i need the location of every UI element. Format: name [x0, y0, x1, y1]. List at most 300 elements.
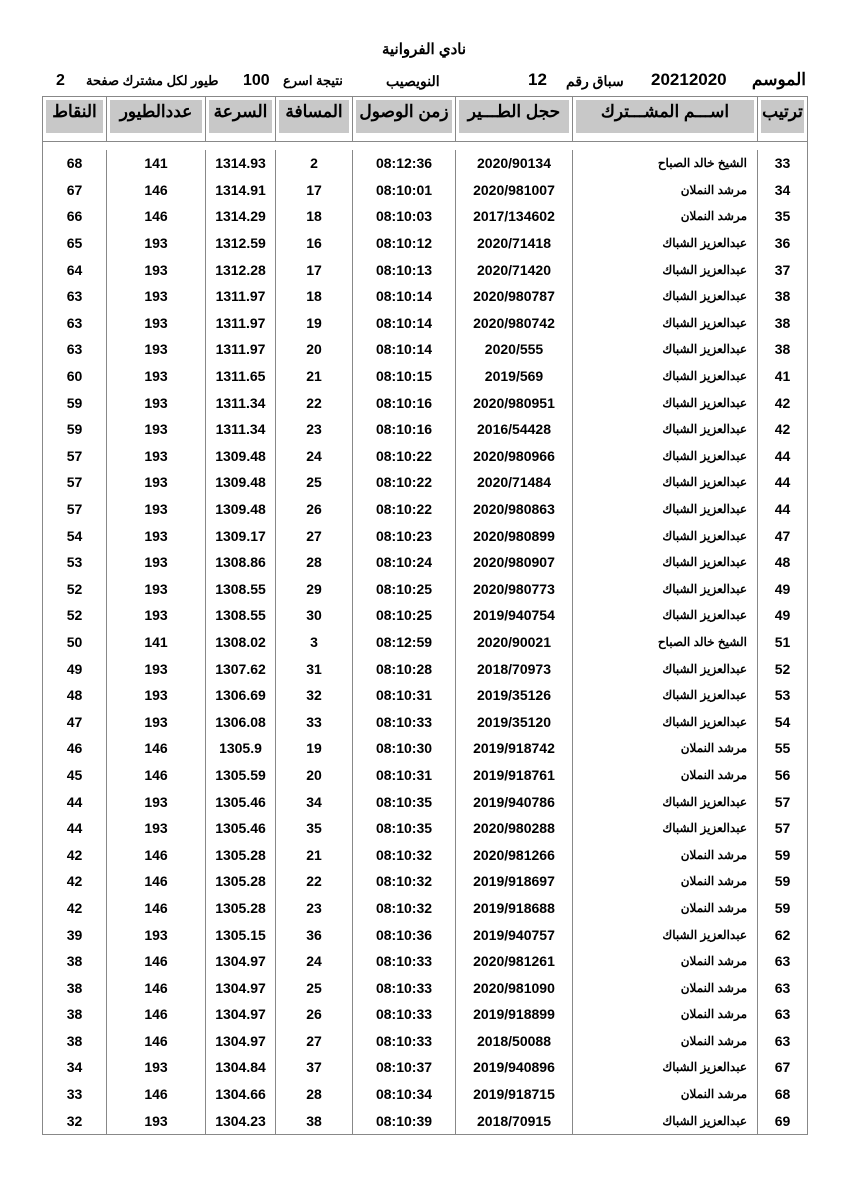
cell-participant-name: عبدالعزيز الشباك — [573, 443, 758, 470]
cell-points: 48 — [43, 682, 107, 709]
cell-participant-name: عبدالعزيز الشباك — [573, 708, 758, 735]
cell-participant-name: الشيخ خالد الصباح — [573, 150, 758, 177]
cell-rank: 63 — [774, 953, 791, 970]
cell-speed: 1305.59 — [206, 762, 276, 789]
cell-rank: 36 — [774, 235, 791, 252]
cell-rank: 49 — [774, 580, 791, 597]
cell-ring-number: 2020/71418 — [456, 230, 573, 257]
cell-speed: 1308.55 — [206, 602, 276, 629]
cell-speed: 1309.48 — [206, 469, 276, 496]
table-row — [43, 921, 807, 948]
cell-ring-number: 2020/980773 — [456, 576, 573, 603]
cell-distance: 20 — [276, 762, 353, 789]
cell-arrival-time: 08:10:28 — [353, 655, 456, 682]
table-row — [43, 1001, 807, 1028]
cell-distance: 23 — [276, 895, 353, 922]
cell-arrival-time: 08:12:36 — [353, 150, 456, 177]
cell-points: 38 — [43, 948, 107, 975]
race-label: سباق رقم — [566, 73, 624, 89]
table-row — [43, 230, 807, 257]
cell-rank: 63 — [774, 979, 791, 996]
cell-participant-name: عبدالعزيز الشباك — [573, 363, 758, 390]
cell-points: 42 — [43, 868, 107, 895]
table-row — [43, 1028, 807, 1055]
cell-arrival-time: 08:10:22 — [353, 469, 456, 496]
cell-arrival-time: 08:10:22 — [353, 496, 456, 523]
cell-speed: 1306.08 — [206, 708, 276, 735]
cell-speed: 1309.48 — [206, 443, 276, 470]
cell-ring-number: 2020/71420 — [456, 256, 573, 283]
cell-arrival-time: 08:10:33 — [353, 948, 456, 975]
cell-participant-name: عبدالعزيز الشباك — [573, 522, 758, 549]
cell-points: 42 — [43, 895, 107, 922]
cell-bird-count: 193 — [107, 310, 206, 337]
cell-points: 45 — [43, 762, 107, 789]
cell-speed: 1312.28 — [206, 256, 276, 283]
cell-participant-name: عبدالعزيز الشباك — [573, 416, 758, 443]
table-row — [43, 948, 807, 975]
cell-bird-count: 193 — [107, 363, 206, 390]
cell-arrival-time: 08:10:35 — [353, 815, 456, 842]
table-row — [43, 336, 807, 363]
cell-arrival-time: 08:10:03 — [353, 203, 456, 230]
cell-distance: 18 — [276, 203, 353, 230]
cell-ring-number: 2020/90021 — [456, 629, 573, 656]
table-row — [43, 682, 807, 709]
cell-ring-number: 2020/980863 — [456, 496, 573, 523]
cell-arrival-time: 08:10:31 — [353, 762, 456, 789]
cell-distance: 19 — [276, 735, 353, 762]
cell-rank: 63 — [774, 1032, 791, 1049]
cell-distance: 32 — [276, 682, 353, 709]
cell-points: 63 — [43, 336, 107, 363]
cell-ring-number: 2020/90134 — [456, 150, 573, 177]
cell-participant-name: مرشد النملان — [573, 762, 758, 789]
cell-points: 57 — [43, 469, 107, 496]
cell-arrival-time: 08:10:32 — [353, 895, 456, 922]
cell-participant-name: عبدالعزيز الشباك — [573, 788, 758, 815]
cell-participant-name: مرشد النملان — [573, 1028, 758, 1055]
cell-points: 52 — [43, 602, 107, 629]
cell-arrival-time: 08:10:16 — [353, 389, 456, 416]
cell-points: 44 — [43, 788, 107, 815]
cell-points: 46 — [43, 735, 107, 762]
cell-points: 63 — [43, 310, 107, 337]
cell-speed: 1305.28 — [206, 895, 276, 922]
cell-bird-count: 193 — [107, 815, 206, 842]
cell-speed: 1304.66 — [206, 1081, 276, 1108]
cell-speed: 1309.48 — [206, 496, 276, 523]
cell-points: 60 — [43, 363, 107, 390]
table-row — [43, 469, 807, 496]
cell-speed: 1306.69 — [206, 682, 276, 709]
cell-distance: 28 — [276, 1081, 353, 1108]
table-row — [43, 389, 807, 416]
cell-distance: 25 — [276, 974, 353, 1001]
cell-speed: 1309.17 — [206, 522, 276, 549]
cell-rank: 49 — [774, 607, 791, 624]
cell-points: 38 — [43, 974, 107, 1001]
cell-ring-number: 2019/918899 — [456, 1001, 573, 1028]
cell-points: 63 — [43, 283, 107, 310]
cell-arrival-time: 08:10:33 — [353, 974, 456, 1001]
cell-bird-count: 193 — [107, 522, 206, 549]
cell-participant-name: عبدالعزيز الشباك — [573, 256, 758, 283]
cell-participant-name: عبدالعزيز الشباك — [573, 283, 758, 310]
table-row — [43, 496, 807, 523]
header-label: ترتيب — [761, 100, 804, 133]
cell-participant-name: مرشد النملان — [573, 177, 758, 204]
cell-rank: 44 — [774, 447, 791, 464]
cell-rank: 51 — [774, 633, 791, 650]
header-participant-name — [573, 97, 758, 141]
cell-arrival-time: 08:10:33 — [353, 1028, 456, 1055]
header-label: حجل الطـــير — [459, 100, 569, 133]
cell-arrival-time: 08:10:32 — [353, 841, 456, 868]
table-row — [43, 283, 807, 310]
cell-distance: 24 — [276, 443, 353, 470]
cell-ring-number: 2016/54428 — [456, 416, 573, 443]
cell-bird-count: 193 — [107, 1054, 206, 1081]
cell-participant-name: عبدالعزيز الشباك — [573, 336, 758, 363]
cell-bird-count: 193 — [107, 416, 206, 443]
cell-arrival-time: 08:10:32 — [353, 868, 456, 895]
cell-participant-name: عبدالعزيز الشباك — [573, 1054, 758, 1081]
cell-arrival-time: 08:10:31 — [353, 682, 456, 709]
cell-arrival-time: 08:10:23 — [353, 522, 456, 549]
cell-ring-number: 2019/918742 — [456, 735, 573, 762]
cell-ring-number: 2020/980899 — [456, 522, 573, 549]
cell-speed: 1312.59 — [206, 230, 276, 257]
cell-arrival-time: 08:10:15 — [353, 363, 456, 390]
cell-bird-count: 146 — [107, 735, 206, 762]
cell-ring-number: 2019/940754 — [456, 602, 573, 629]
cell-speed: 1311.97 — [206, 336, 276, 363]
cell-points: 49 — [43, 655, 107, 682]
cell-rank: 52 — [774, 660, 791, 677]
cell-points: 39 — [43, 921, 107, 948]
cell-distance: 2 — [276, 150, 353, 177]
club-title: نادي الفروانية — [381, 41, 467, 58]
cell-ring-number: 2019/569 — [456, 363, 573, 390]
header-distance — [276, 97, 353, 141]
table-row — [43, 203, 807, 230]
cell-rank: 38 — [774, 288, 791, 305]
cell-ring-number: 2020/980288 — [456, 815, 573, 842]
cell-speed: 1304.84 — [206, 1054, 276, 1081]
cell-ring-number: 2020/980907 — [456, 549, 573, 576]
cell-points: 66 — [43, 203, 107, 230]
header-points — [43, 97, 107, 141]
table-row — [43, 815, 807, 842]
cell-participant-name: مرشد النملان — [573, 895, 758, 922]
cell-ring-number: 2020/981261 — [456, 948, 573, 975]
cell-rank: 34 — [774, 181, 791, 198]
cell-distance: 31 — [276, 655, 353, 682]
cell-speed: 1305.28 — [206, 841, 276, 868]
cell-bird-count: 146 — [107, 203, 206, 230]
cell-arrival-time: 08:10:14 — [353, 283, 456, 310]
cell-rank: 54 — [774, 713, 791, 730]
table-row — [43, 522, 807, 549]
header-speed — [206, 97, 276, 141]
cell-bird-count: 193 — [107, 496, 206, 523]
cell-ring-number: 2018/70915 — [456, 1107, 573, 1134]
cell-speed: 1308.55 — [206, 576, 276, 603]
table-row — [43, 895, 807, 922]
cell-rank: 57 — [774, 793, 791, 810]
cell-distance: 17 — [276, 177, 353, 204]
result-label: نتيجة اسرع — [283, 73, 343, 88]
cell-rank: 59 — [774, 846, 791, 863]
cell-participant-name: الشيخ خالد الصباح — [573, 629, 758, 656]
cell-bird-count: 193 — [107, 336, 206, 363]
season-label: الموسم — [751, 70, 806, 89]
cell-ring-number: 2019/918688 — [456, 895, 573, 922]
table-row — [43, 655, 807, 682]
cell-rank: 44 — [774, 501, 791, 518]
cell-distance: 3 — [276, 629, 353, 656]
cell-participant-name: مرشد النملان — [573, 735, 758, 762]
cell-points: 42 — [43, 841, 107, 868]
cell-ring-number: 2019/940896 — [456, 1054, 573, 1081]
cell-points: 38 — [43, 1001, 107, 1028]
table-row — [43, 708, 807, 735]
cell-rank: 37 — [774, 261, 791, 278]
cell-bird-count: 193 — [107, 389, 206, 416]
cell-ring-number: 2017/134602 — [456, 203, 573, 230]
cell-participant-name: مرشد النملان — [573, 203, 758, 230]
cell-speed: 1314.29 — [206, 203, 276, 230]
cell-rank: 62 — [774, 926, 791, 943]
cell-distance: 25 — [276, 469, 353, 496]
cell-arrival-time: 08:10:13 — [353, 256, 456, 283]
cell-rank: 56 — [774, 766, 791, 783]
cell-rank: 42 — [774, 394, 791, 411]
cell-speed: 1311.65 — [206, 363, 276, 390]
page-number: 2 — [56, 72, 65, 89]
cell-distance: 24 — [276, 948, 353, 975]
cell-participant-name: عبدالعزيز الشباك — [573, 576, 758, 603]
cell-rank: 38 — [774, 314, 791, 331]
cell-participant-name: عبدالعزيز الشباك — [573, 921, 758, 948]
cell-bird-count: 193 — [107, 602, 206, 629]
cell-rank: 53 — [774, 687, 791, 704]
table-row — [43, 443, 807, 470]
cell-speed: 1311.34 — [206, 389, 276, 416]
cell-points: 53 — [43, 549, 107, 576]
cell-participant-name: مرشد النملان — [573, 948, 758, 975]
cell-points: 65 — [43, 230, 107, 257]
cell-participant-name: عبدالعزيز الشباك — [573, 469, 758, 496]
header-arrival-time — [353, 97, 456, 141]
cell-rank: 48 — [774, 554, 791, 571]
cell-ring-number: 2020/980966 — [456, 443, 573, 470]
header-ring-number — [456, 97, 573, 141]
cell-bird-count: 146 — [107, 1028, 206, 1055]
cell-ring-number: 2020/981007 — [456, 177, 573, 204]
cell-participant-name: عبدالعزيز الشباك — [573, 815, 758, 842]
cell-bird-count: 146 — [107, 762, 206, 789]
cell-participant-name: مرشد النملان — [573, 974, 758, 1001]
cell-arrival-time: 08:10:30 — [353, 735, 456, 762]
cell-bird-count: 146 — [107, 1081, 206, 1108]
cell-distance: 23 — [276, 416, 353, 443]
cell-points: 33 — [43, 1081, 107, 1108]
cell-rank: 44 — [774, 474, 791, 491]
cell-speed: 1304.97 — [206, 948, 276, 975]
cell-speed: 1304.23 — [206, 1107, 276, 1134]
cell-bird-count: 146 — [107, 1001, 206, 1028]
per-participant-label: طيور لكل مشترك صفحة — [86, 73, 219, 88]
cell-speed: 1314.91 — [206, 177, 276, 204]
cell-bird-count: 193 — [107, 682, 206, 709]
cell-speed: 1305.46 — [206, 815, 276, 842]
cell-arrival-time: 08:10:36 — [353, 921, 456, 948]
cell-arrival-time: 08:10:12 — [353, 230, 456, 257]
cell-ring-number: 2020/555 — [456, 336, 573, 363]
cell-arrival-time: 08:10:35 — [353, 788, 456, 815]
table-row — [43, 363, 807, 390]
cell-bird-count: 193 — [107, 576, 206, 603]
season-value: 20212020 — [651, 70, 727, 89]
table-row — [43, 602, 807, 629]
cell-arrival-time: 08:10:01 — [353, 177, 456, 204]
cell-participant-name: مرشد النملان — [573, 868, 758, 895]
cell-speed: 1307.62 — [206, 655, 276, 682]
table-row — [43, 177, 807, 204]
cell-bird-count: 146 — [107, 974, 206, 1001]
header-label: زمن الوصول — [356, 100, 452, 133]
header-rank — [758, 97, 807, 141]
cell-rank: 47 — [774, 527, 791, 544]
cell-speed: 1311.97 — [206, 310, 276, 337]
cell-points: 54 — [43, 522, 107, 549]
cell-rank: 38 — [774, 341, 791, 358]
cell-bird-count: 193 — [107, 443, 206, 470]
cell-ring-number: 2019/918697 — [456, 868, 573, 895]
cell-bird-count: 193 — [107, 1107, 206, 1134]
table-row — [43, 629, 807, 656]
cell-distance: 36 — [276, 921, 353, 948]
table-row — [43, 416, 807, 443]
cell-arrival-time: 08:10:25 — [353, 602, 456, 629]
cell-rank: 59 — [774, 873, 791, 890]
cell-bird-count: 146 — [107, 841, 206, 868]
cell-distance: 34 — [276, 788, 353, 815]
cell-arrival-time: 08:12:59 — [353, 629, 456, 656]
results-table — [42, 96, 808, 1135]
table-row — [43, 256, 807, 283]
cell-distance: 35 — [276, 815, 353, 842]
cell-bird-count: 193 — [107, 230, 206, 257]
cell-speed: 1314.93 — [206, 150, 276, 177]
cell-bird-count: 141 — [107, 629, 206, 656]
cell-arrival-time: 08:10:34 — [353, 1081, 456, 1108]
cell-speed: 1304.97 — [206, 974, 276, 1001]
cell-ring-number: 2020/981266 — [456, 841, 573, 868]
cell-participant-name: عبدالعزيز الشباك — [573, 230, 758, 257]
cell-arrival-time: 08:10:33 — [353, 1001, 456, 1028]
table-row — [43, 150, 807, 177]
cell-ring-number: 2019/940786 — [456, 788, 573, 815]
cell-points: 32 — [43, 1107, 107, 1134]
cell-bird-count: 141 — [107, 150, 206, 177]
cell-ring-number: 2020/980787 — [456, 283, 573, 310]
cell-distance: 21 — [276, 363, 353, 390]
cell-participant-name: مرشد النملان — [573, 1001, 758, 1028]
cell-points: 57 — [43, 496, 107, 523]
cell-arrival-time: 08:10:33 — [353, 708, 456, 735]
cell-distance: 37 — [276, 1054, 353, 1081]
cell-participant-name: عبدالعزيز الشباك — [573, 310, 758, 337]
cell-ring-number: 2020/981090 — [456, 974, 573, 1001]
cell-rank: 59 — [774, 899, 791, 916]
cell-distance: 22 — [276, 868, 353, 895]
cell-points: 67 — [43, 177, 107, 204]
cell-distance: 30 — [276, 602, 353, 629]
cell-bird-count: 193 — [107, 283, 206, 310]
cell-distance: 26 — [276, 496, 353, 523]
cell-points: 52 — [43, 576, 107, 603]
cell-points: 38 — [43, 1028, 107, 1055]
table-row — [43, 1081, 807, 1108]
cell-bird-count: 193 — [107, 921, 206, 948]
header-label: عددالطيور — [110, 100, 202, 133]
race-number: 12 — [528, 70, 547, 89]
cell-ring-number: 2019/940757 — [456, 921, 573, 948]
cell-points: 64 — [43, 256, 107, 283]
cell-participant-name: عبدالعزيز الشباك — [573, 1107, 758, 1134]
cell-participant-name: عبدالعزيز الشباك — [573, 682, 758, 709]
cell-rank: 68 — [774, 1086, 791, 1103]
cell-distance: 19 — [276, 310, 353, 337]
cell-speed: 1311.34 — [206, 416, 276, 443]
header-label: المسافة — [279, 100, 349, 133]
cell-ring-number: 2018/50088 — [456, 1028, 573, 1055]
cell-points: 59 — [43, 389, 107, 416]
cell-points: 44 — [43, 815, 107, 842]
table-row — [43, 762, 807, 789]
table-row — [43, 735, 807, 762]
cell-participant-name: مرشد النملان — [573, 841, 758, 868]
cell-distance: 16 — [276, 230, 353, 257]
cell-distance: 26 — [276, 1001, 353, 1028]
cell-ring-number: 2020/980951 — [456, 389, 573, 416]
table-row — [43, 868, 807, 895]
cell-distance: 21 — [276, 841, 353, 868]
bird-count: 100 — [243, 72, 270, 89]
header-label: السرعة — [209, 100, 272, 133]
cell-ring-number: 2018/70973 — [456, 655, 573, 682]
cell-speed: 1305.9 — [206, 735, 276, 762]
cell-participant-name: عبدالعزيز الشباك — [573, 389, 758, 416]
cell-rank: 42 — [774, 421, 791, 438]
cell-distance: 28 — [276, 549, 353, 576]
cell-distance: 29 — [276, 576, 353, 603]
cell-bird-count: 146 — [107, 868, 206, 895]
cell-arrival-time: 08:10:16 — [353, 416, 456, 443]
cell-arrival-time: 08:10:14 — [353, 336, 456, 363]
table-row — [43, 1107, 807, 1134]
cell-distance: 33 — [276, 708, 353, 735]
cell-rank: 55 — [774, 740, 791, 757]
header-label: اســـم المشـــترك — [576, 100, 754, 133]
cell-speed: 1305.28 — [206, 868, 276, 895]
table-row — [43, 1054, 807, 1081]
cell-bird-count: 146 — [107, 177, 206, 204]
table-row — [43, 841, 807, 868]
